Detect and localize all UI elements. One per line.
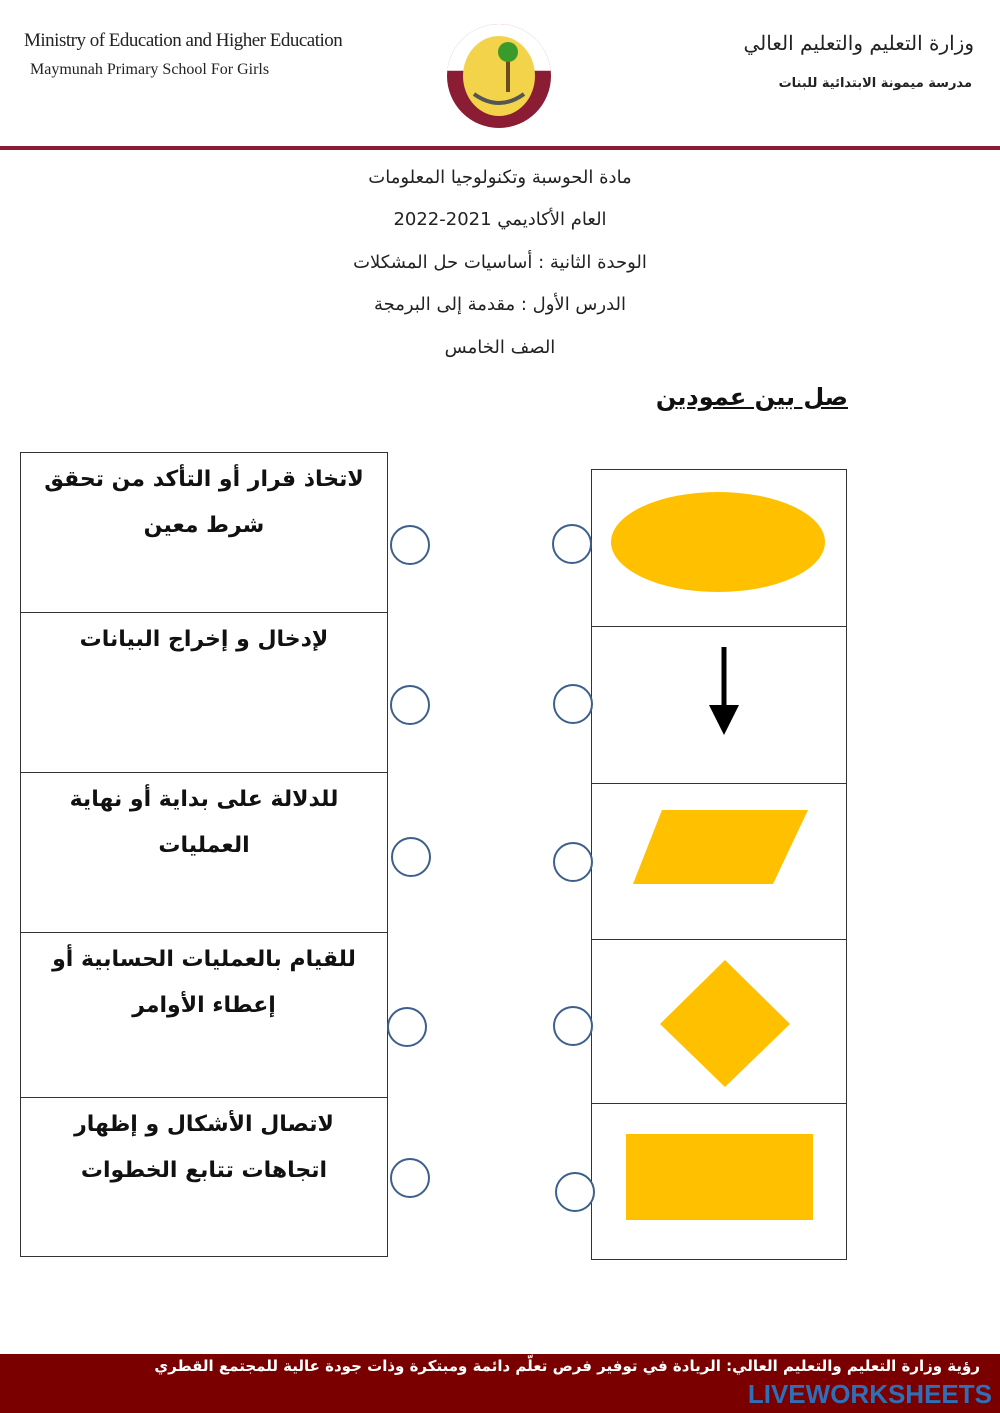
left-item-3: للدلالة على بداية أو نهاية العمليات (20, 772, 388, 933)
subject-title: مادة الحوسبة وتكنولوجيا المعلومات (368, 167, 632, 188)
left-item-1: لاتخاذ قرار أو التأكد من تحقق شرط معين (20, 452, 388, 613)
liveworksheets-watermark: LIVEWORKSHEETS (747, 1379, 992, 1409)
shape-box-diamond (591, 939, 847, 1104)
shape-box-parallelogram (591, 783, 847, 940)
left-connector-4[interactable] (387, 1007, 427, 1047)
left-connector-2[interactable] (390, 685, 430, 725)
grade-title: الصف الخامس (444, 337, 556, 358)
ministry-name-en: Ministry of Education and Higher Education (24, 30, 343, 51)
arrow-head (709, 705, 739, 735)
shape-box-arrow (591, 626, 847, 784)
left-connector-1[interactable] (390, 525, 430, 565)
school-name-en: Maymunah Primary School For Girls (30, 61, 270, 78)
right-connector-2[interactable] (553, 684, 593, 724)
academic-year: العام الأكاديمي 2021-2022 (393, 209, 607, 230)
school-name-ar: مدرسة ميمونة الابتدائية للبنات (778, 76, 972, 91)
diamond-shape (660, 960, 790, 1087)
parallelogram-shape (633, 810, 808, 884)
lesson-title: الدرس الأول : مقدمة إلى البرمجة (373, 294, 627, 315)
rectangle-shape (626, 1134, 813, 1220)
qatar-emblem-logo (444, 22, 554, 130)
right-connector-1[interactable] (552, 524, 592, 564)
unit-title: الوحدة الثانية : أساسيات حل المشكلات (353, 252, 647, 273)
left-item-2: لإدخال و إخراج البيانات (20, 612, 388, 773)
left-connector-5[interactable] (390, 1158, 430, 1198)
left-connector-3[interactable] (391, 837, 431, 877)
shape-box-ellipse (591, 469, 847, 627)
right-connector-5[interactable] (555, 1172, 595, 1212)
shape-box-rectangle (591, 1103, 847, 1260)
left-item-5: لاتصال الأشكال و إظهار اتجاهات تتابع الخطوات (20, 1097, 388, 1257)
instruction-heading: صل بين عمودين (655, 383, 848, 411)
header-divider (0, 146, 1000, 150)
ministry-name-ar: وزارة التعليم والتعليم العالي (743, 31, 974, 55)
ellipse-shape (611, 492, 825, 592)
right-connector-3[interactable] (553, 842, 593, 882)
footer-vision-text: رؤية وزارة التعليم والتعليم العالي: الريادة في توفير فرص تعلّم دائمة ومبتكرة وذات جودة عالية للمجتمع القطري (154, 1357, 980, 1375)
right-connector-4[interactable] (553, 1006, 593, 1046)
left-item-4: للقيام بالعمليات الحسابية أو إعطاء الأوامر (20, 932, 388, 1098)
